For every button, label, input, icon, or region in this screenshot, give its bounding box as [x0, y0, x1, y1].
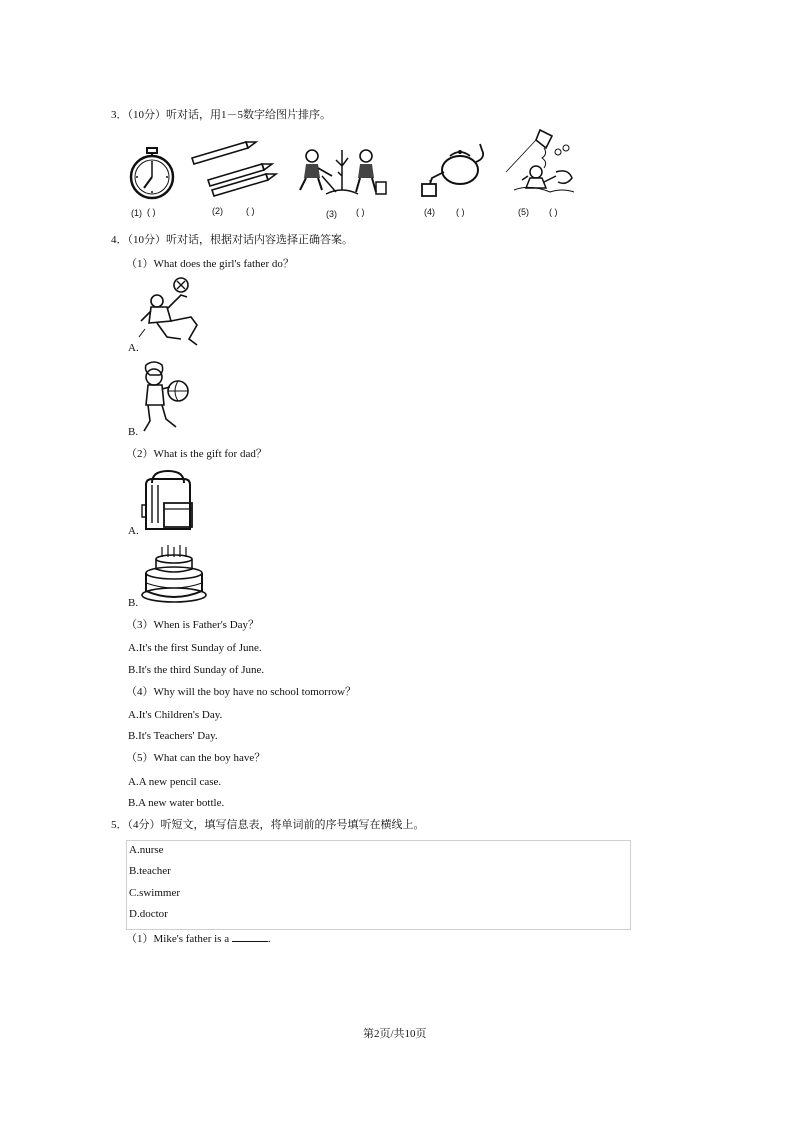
soccer-player-icon [137, 277, 203, 349]
word-option-d: D.doctor [129, 908, 168, 920]
q4-sub5-option-a[interactable]: A.A new pencil case. [128, 776, 222, 788]
q4-sub1-option-b[interactable]: B. [128, 426, 139, 438]
q4-sub5-question: （5）What can the boy have？ [126, 752, 266, 764]
q5-sub1-sentence [126, 931, 271, 946]
kite-flying-icon [500, 128, 580, 196]
q4-sub5-option-b[interactable]: B.A new water bottle. [128, 797, 225, 809]
q4-sub1-question: （1）What does the girl's father do？ [126, 258, 294, 270]
q5-sub1-prefix: （1）Mike's father is a [126, 933, 230, 945]
q4-sub1-option-a[interactable]: A. [128, 342, 139, 354]
word-option-c: C.swimmer [129, 887, 181, 899]
word-option-b: B.teacher [129, 865, 171, 877]
q4-sub4-question: （4）Why will the boy have no school tomorrow？ [126, 686, 357, 698]
teapot-icon [418, 140, 488, 198]
pencils-icon [190, 140, 280, 198]
q5-title: 5．（4分）听短文，填写信息表，将单词前的序号填写在横线上。 [111, 819, 425, 831]
birthday-cake-icon [138, 541, 208, 605]
q3-title: 3．（10分）听对话，用1－5数字给图片排序。 [111, 109, 331, 121]
q3-label-2: (2) [212, 206, 223, 216]
basketball-boy-icon [138, 361, 192, 435]
q4-sub3-option-a[interactable]: A.It's the first Sunday of June. [128, 642, 262, 654]
q4-sub4-option-a[interactable]: A.It's Children's Day. [128, 709, 223, 721]
stopwatch-icon [128, 148, 176, 200]
q4-sub2-option-b[interactable]: B. [128, 597, 139, 609]
word-options-box [126, 840, 631, 930]
q3-answer-paren-4[interactable]: ( ) [456, 207, 465, 217]
page-number: 第2页/共10页 [363, 1028, 427, 1040]
q3-label-4: (4) [424, 207, 435, 217]
q4-sub2-question: （2）What is the gift for dad？ [126, 448, 267, 460]
word-option-a: A.nurse [129, 844, 164, 856]
kids-planting-tree-icon [296, 146, 390, 198]
q4-sub3-option-b[interactable]: B.It's the third Sunday of June. [128, 664, 265, 676]
q4-title: 4．（10分）听对话，根据对话内容选择正确答案。 [111, 234, 353, 246]
q4-sub3-question: （3）When is Father's Day？ [126, 619, 260, 631]
q4-sub4-option-b[interactable]: B.It's Teachers' Day. [128, 730, 218, 742]
q3-label-3: (3) [326, 209, 337, 219]
q3-answer-paren-3[interactable]: ( ) [356, 207, 365, 217]
q3-label-5: (5) [518, 207, 529, 217]
q5-sub1-suffix: . [267, 933, 271, 945]
q3-answer-paren-1[interactable]: ( ) [147, 207, 156, 217]
backpack-icon [138, 469, 196, 535]
q3-label-1: (1) [131, 208, 142, 218]
q4-sub2-option-a[interactable]: A. [128, 525, 139, 537]
q3-answer-paren-5[interactable]: ( ) [549, 207, 558, 217]
q5-sub1-answer-blank[interactable] [232, 931, 268, 942]
q3-answer-paren-2[interactable]: ( ) [246, 206, 255, 216]
